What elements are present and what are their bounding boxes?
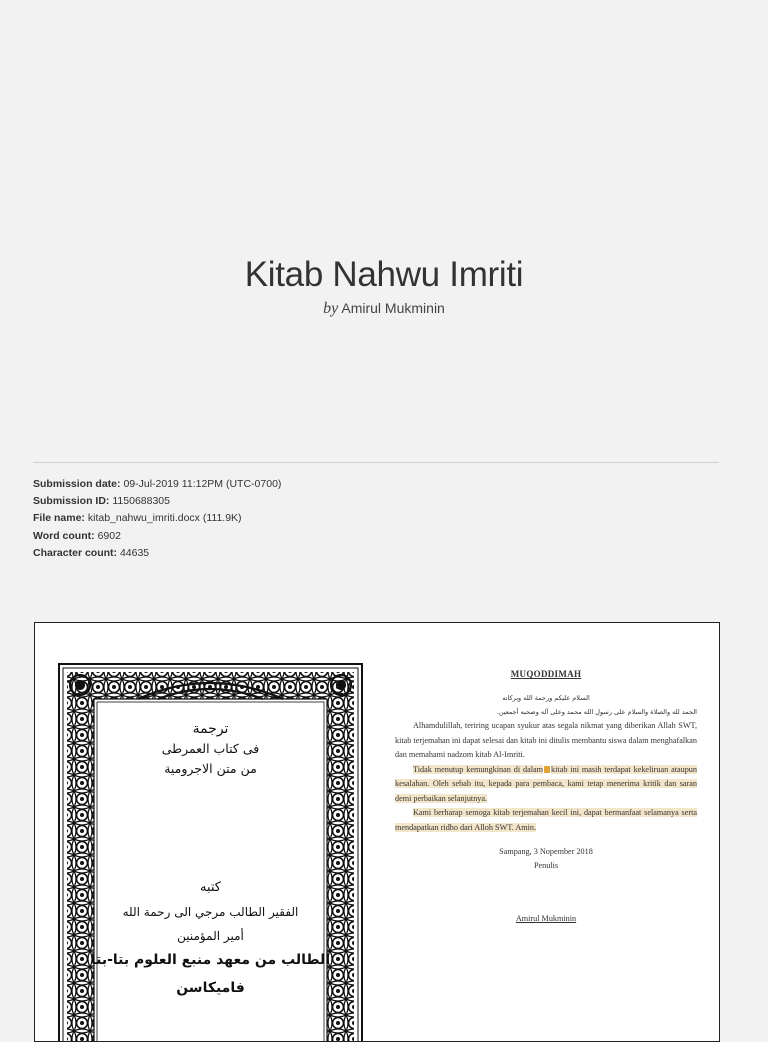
cover-line-3: من متن الاجرومية bbox=[164, 761, 257, 776]
cover-line-4: كتبه bbox=[199, 880, 221, 895]
character-count-value: 44635 bbox=[119, 546, 150, 559]
cover-line-5: الفقير الطالب مرجي الى رحمة الله bbox=[122, 905, 299, 919]
paragraph-1: Alhamdulillah, teriring ucapan syukur atas segala nikmat yang diberikan Allah SWT, kitab terjemahan ini dapat selesai dan kitab ini ditulis membantu siswa dalam menghafalkan dan memahami nadzom kitab Al-Imriti. bbox=[395, 721, 697, 759]
signer-name: Amirul Mukminin bbox=[515, 914, 577, 923]
salam-line: السلام عليكم ورحمة الله وبركاته bbox=[502, 694, 590, 702]
place-date: Sampang, 3 Nopember 2018 bbox=[499, 847, 593, 856]
word-count-row bbox=[33, 528, 281, 545]
character-count-row bbox=[33, 545, 281, 562]
preface-heading: MUQODDIMAH bbox=[510, 669, 582, 679]
submission-date-row bbox=[33, 476, 281, 493]
divider bbox=[33, 462, 719, 463]
cover-line-7: الطالب من معهد منبع العلوم بتا-بتا bbox=[90, 952, 331, 968]
cover-line-1: ترجمة bbox=[192, 721, 229, 737]
file-name-label: File name: bbox=[33, 512, 85, 525]
submission-id-label: Submission ID: bbox=[33, 495, 110, 508]
document-title: Kitab Nahwu Imriti bbox=[244, 255, 524, 294]
signer-role: Penulis bbox=[533, 861, 559, 870]
match-marker-icon[interactable] bbox=[544, 766, 550, 773]
paragraph-3-text: Kami berharap semoga kitab terjemahan kecil ini, dapat bermanfaat selamanya serta mendapatkan ridho dari Alloh SWT. Amin. bbox=[395, 808, 697, 832]
word-count-value: 6902 bbox=[97, 529, 121, 542]
cover-line-6: أمير المؤمنين bbox=[177, 929, 244, 943]
submission-date-value: 09-Jul-2019 11:12PM (UTC-0700) bbox=[123, 478, 282, 490]
file-name-row bbox=[33, 510, 281, 527]
submission-id-row bbox=[33, 493, 281, 510]
submission-info bbox=[33, 476, 281, 562]
file-name-value: kitab_nahwu_imriti.docx (111.9K) bbox=[87, 512, 242, 525]
author-name: Amirul Mukminin bbox=[341, 300, 445, 316]
word-count-label: Word count: bbox=[33, 529, 95, 542]
cover-line-8: فاميكاسن bbox=[176, 980, 245, 996]
paragraph-2-part-b: kitab ini masih terdapat kekeliruan ataupun kesalahan. Oleh sebab itu, kepada para pembaca, kami tetap menerima kritik dan saran demi perbaikan selanjutnya. bbox=[395, 764, 697, 803]
cover-text bbox=[90, 719, 331, 1003]
byline bbox=[0, 300, 768, 318]
paragraph-2-part-a: Tidak menutup kemungkinan di dalam bbox=[413, 764, 544, 774]
document-preview bbox=[34, 622, 720, 1042]
preface-page bbox=[395, 669, 697, 923]
submission-date-label: Submission date: bbox=[33, 478, 121, 490]
by-label: by bbox=[323, 300, 339, 317]
place-date-block bbox=[395, 845, 697, 873]
paragraph-3 bbox=[395, 806, 697, 835]
submission-id-value: 1150688305 bbox=[112, 495, 170, 508]
character-count-label: Character count: bbox=[33, 546, 118, 559]
cover-line-2: فى كتاب العمرطى bbox=[161, 741, 260, 756]
cover-page bbox=[58, 663, 363, 1042]
hamdalah-line: الحمد لله والصلاة والسلام على رسول الله محمد وعلى آله وصحبه أجمعين. bbox=[496, 708, 697, 716]
paragraph-2 bbox=[395, 763, 697, 807]
